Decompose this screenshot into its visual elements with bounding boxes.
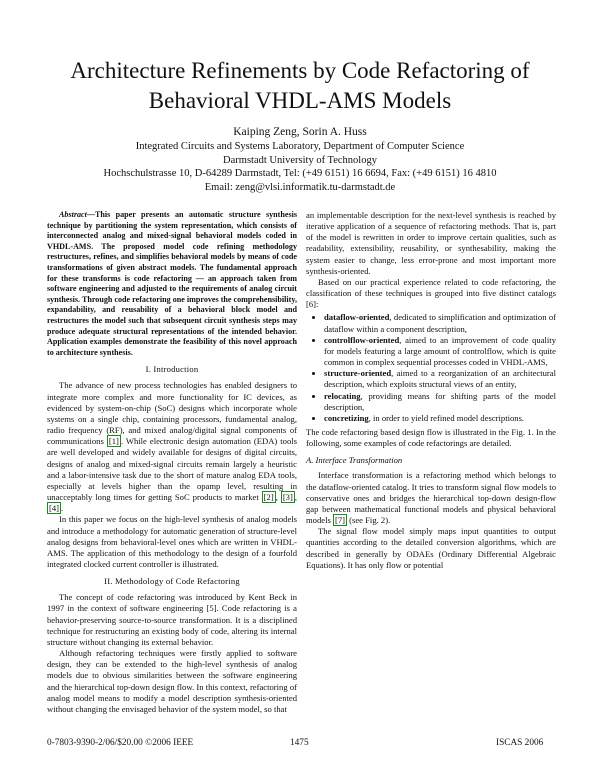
- citation-link[interactable]: [7]: [334, 515, 346, 526]
- author-block: [40, 126, 560, 194]
- list-item: [324, 391, 556, 413]
- catalog-term: relocating: [324, 390, 361, 401]
- abstract-text: —This paper presents an automatic structure synthesis technique by partitioning the system representation, which consists of interconnected analog and mixed-signal behavioral models coded in VHDL-AMS. The proposed model code refining methodology restructures, refines, and simplifies behavioral models by means of code transformations of given abstract models. The fundamental approach for these transforms is code refactoring — an approach taken from software engineering and adjusted to the requirements of analog circuit synthesis. Through code refactoring one improves the comprehensibility, expandability, and reusability of a behavioral block model and restructures the model such that subsequent circuit synthesis steps may produce adequate structural representations of the intended behavior. Application examples demonstrate the feasibility of this novel approach to architecture synthesis.: [47, 210, 297, 357]
- list-item: [324, 335, 556, 368]
- paragraph: The code refactoring based design flow is illustrated in the Fig. 1. In the following, some examples of code refactorings are detailed.: [306, 426, 556, 449]
- affiliation-line: Hochschulstrasse 10, D-64289 Darmstadt, Tel: (+49 6151) 16 6694, Fax: (+49 6151) 16 4810: [103, 168, 497, 180]
- subsection-heading: A. Interface Transformation: [306, 455, 403, 466]
- conference-name: ISCAS 2006: [496, 738, 544, 748]
- abstract-label: Abstract: [59, 210, 87, 219]
- paragraph: [306, 470, 556, 526]
- citation-link[interactable]: [3]: [282, 492, 293, 503]
- catalog-list: [306, 312, 556, 424]
- affiliation-line: Integrated Circuits and Systems Laboratory, Department of Computer Science: [135, 141, 465, 153]
- catalog-term: concretizing: [324, 412, 369, 423]
- section-heading: I. Introduction: [145, 364, 199, 375]
- catalog-term: controlflow-oriented: [324, 334, 400, 345]
- paragraph: In this paper we focus on the high-level synthesis of analog models and introduce a methodology for automatic generation of structure-level analog designs from behavioral-level ones which are written in VHDL-AMS. The application of this methodology to the design of a fourfold integrated clocked current controller is illustrated.: [47, 514, 297, 569]
- paragraph: The concept of code refactoring was introduced by Kent Beck in 1997 in the context of software engineering [5]. Code refactoring is a behavior-preserving source-to-source transformation. It is a disciplined technique for restructuring an existing body of code, altering its internal structure without changing its external behavior.: [47, 592, 297, 647]
- catalog-desc: , in order to yield refined model descriptions.: [368, 412, 525, 423]
- citation-link[interactable]: [1]: [108, 436, 119, 447]
- paragraph: The signal flow model simply maps input quantities to output quantities according to the detailed conversion algorithms, which are described in generally by ODAEs (Ordinary Differential Algebraic Equations). It has only flow or potential: [306, 526, 556, 570]
- footer-copyright: 0-7803-9390-2/06/$20.00 ©2006 IEEE: [47, 738, 194, 748]
- paragraph: Based on our practical experience related to code refactoring, the classification of these techniques is grouped into five distinct catalogs [6]:: [306, 276, 556, 310]
- paragraph-text: (see Fig. 2).: [347, 515, 391, 526]
- section-heading: II. Methodology of Code Refactoring: [104, 576, 240, 587]
- citation-link[interactable]: [4]: [49, 503, 60, 514]
- left-column: [47, 210, 297, 715]
- catalog-desc: , providing means for shifting parts of the model description,: [324, 390, 556, 412]
- citation-link[interactable]: [2]: [263, 492, 274, 503]
- catalog-term: dataflow-oriented: [324, 312, 390, 323]
- catalog-term: structure-oriented: [324, 368, 392, 379]
- affiliation-line: Email: zeng@vlsi.informatik.tu-darmstadt.de: [204, 181, 396, 193]
- affiliation-line: Darmstadt University of Technology: [223, 154, 377, 166]
- paper-title: Architecture Refinements by Code Refactoring of Behavioral VHDL-AMS Models: [70, 58, 530, 113]
- list-item: [324, 413, 556, 424]
- catalog-desc: , aimed to an improvement of code quality for models featuring a large amount of controlflow, which is quite common in complex sequential processes coded in VHDL-AMS,: [324, 334, 556, 368]
- paragraph-text: . While electronic design automation (EDA) tools are well developed and widely available for designs of digital circuits, designs of analog and mixed-signal circuits remain largely a heuristic and a labor-intensive task due to the short of mature analog EDA tools, especially at levels higher than the opamp level, resulting in unacceptably long times for getting SoC products to market: [47, 436, 297, 503]
- separator: ,: [294, 492, 297, 503]
- paragraph-text: The advance of new process technologies has enabled designers to integrate more complex and more functionality for IC devices, as evidenced by system-on-chip (SoC) designs which incorporate whole systems on a single chip, containing processors, fundamental analog, radio frequency (RF), and mixed analog/digital signal components of communications: [47, 380, 297, 447]
- paragraph: Although refactoring techniques were firstly applied to software design, they can be extended to the high-level synthesis of analog models due to obvious similarities between the software engineering and the hierarchical top-down design flow. In this context, refactoring of analog model means to modify a model description synthesis-oriented without changing the envisaged behavior of the system model, so that: [47, 648, 297, 714]
- abstract: [47, 210, 297, 358]
- paragraph-text: Interface transformation is a refactoring method which belongs to the dataflow-oriented catalog. It tries to transform signal flow models to conservative ones and bridges the hierarchical top-down design-flow gap between mathematical functional models and physical behavioral models: [306, 470, 556, 526]
- catalog-desc: , dedicated to simplification and optimization of dataflow within a component description,: [324, 312, 556, 334]
- paragraph: [47, 380, 297, 514]
- separator: ,: [275, 492, 281, 503]
- paragraph-continued: an implementable description for the next-level synthesis is reached by iterative application of a sequence of refactoring methods. That is, part of the model is rewritten in order to improve certain qualities, such as readability, extensibility, reusability, or synthesability, making the system easier to change, less error-prone and most important more synthesis-oriented.: [306, 210, 556, 276]
- catalog-desc: , aimed to a reorganization of an architectural description, which exploits structural views of an entity,: [324, 368, 556, 390]
- author-names: Kaiping Zeng, Sorin A. Huss: [233, 126, 367, 138]
- list-item: [324, 312, 556, 334]
- separator: .: [61, 503, 64, 514]
- page-number: 1475: [290, 738, 309, 748]
- right-column: [306, 210, 556, 571]
- list-item: [324, 368, 556, 390]
